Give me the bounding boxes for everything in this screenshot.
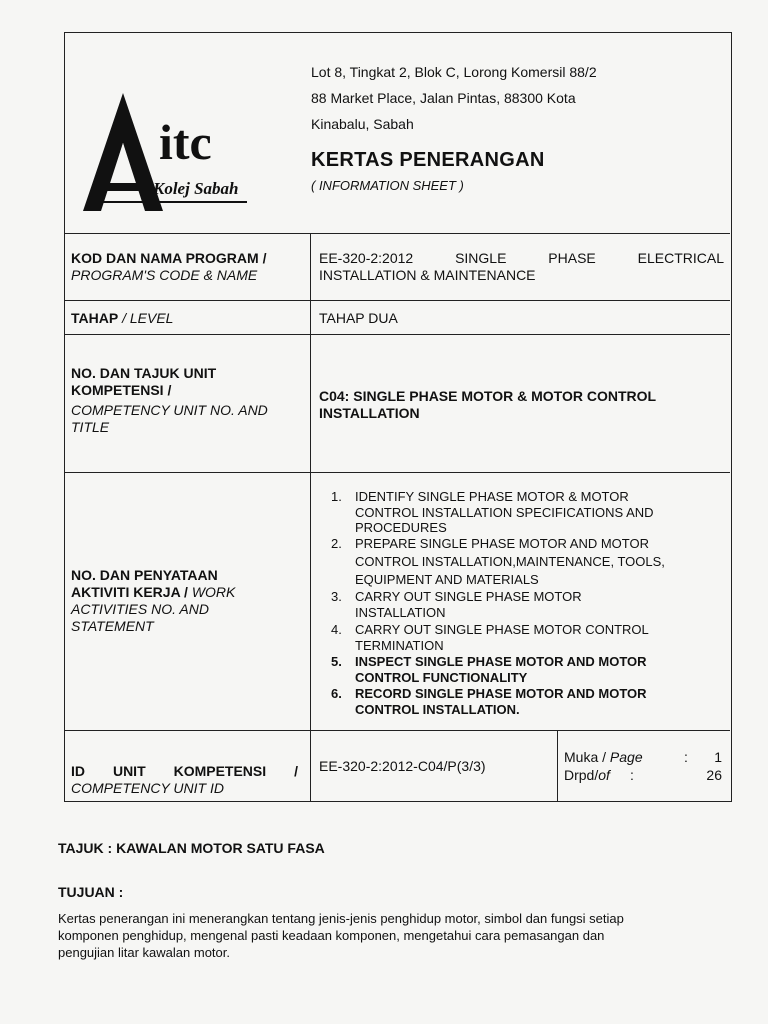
logo-subtitle: Kolej Sabah — [153, 179, 239, 198]
unit-id-label — [65, 731, 311, 801]
level-label — [65, 301, 311, 334]
row-program — [65, 233, 730, 301]
row-level — [65, 301, 730, 335]
of-colon: : — [630, 767, 634, 783]
activity-item: 3. CARRY OUT SINGLE PHASE MOTOR INSTALLATION — [331, 589, 582, 620]
purpose-line: komponen penghidup, mengenal pasti keadaan komponen, mengetahui cara pemasangan dan — [58, 928, 605, 943]
sheet-header — [65, 33, 730, 234]
activities-label — [65, 473, 311, 730]
activities-list — [311, 489, 724, 717]
unit-title-line: C04: SINGLE PHASE MOTOR & MOTOR CONTROL — [319, 388, 657, 404]
activity-item: 1. IDENTIFY SINGLE PHASE MOTOR & MOTOR CONTROL INSTALLATION SPECIFICATIONS AND PROCEDURES — [331, 489, 654, 535]
program-name-line2: INSTALLATION & MAINTENANCE — [319, 267, 536, 283]
unit-value — [311, 335, 730, 472]
purpose-line: pengujian litar kawalan motor. — [58, 945, 230, 960]
unit-id-value: EE-320-2:2012-C04/P(3/3) — [319, 758, 486, 774]
program-label-bold: KOD DAN NAMA PROGRAM / — [71, 250, 267, 266]
purpose-line: Kertas penerangan ini menerangkan tentang jenis-jenis penghidup motor, simbol dan fungsi setiap — [58, 911, 624, 926]
row-work-activities — [65, 473, 730, 731]
activity-item: 2. PREPARE SINGLE PHASE MOTOR AND MOTOR CONTROL INSTALLATION,MAINTENANCE, TOOLS, EQUIPMENT AND MATERIALS — [331, 535, 665, 587]
unit-id-word: ID — [71, 763, 85, 779]
activities-label-italic: STATEMENT — [71, 618, 154, 634]
unit-id-word: UNIT — [112, 763, 146, 779]
level-label-italic: / LEVEL — [118, 310, 174, 326]
unit-label-bold: NO. DAN TAJUK UNIT — [71, 365, 217, 381]
page-number: 1 — [714, 749, 722, 765]
logo-itc-text: itc — [159, 114, 212, 170]
activity-item: 4. CARRY OUT SINGLE PHASE MOTOR CONTROL TERMINATION — [331, 622, 649, 653]
sheet-title: KERTAS PENERANGAN — [311, 149, 545, 171]
address-line: Kinabalu, Sabah — [311, 116, 414, 132]
purpose-paragraph — [58, 910, 698, 961]
unit-label-italic: TITLE — [71, 419, 110, 435]
program-word: SINGLE — [455, 250, 507, 266]
program-value — [311, 233, 730, 300]
total-pages: 26 — [706, 767, 722, 783]
activities-label-bold: AKTIVITI KERJA / — [71, 584, 188, 600]
activities-label-italic: ACTIVITIES NO. AND — [71, 601, 209, 617]
topic-heading: TAJUK : KAWALAN MOTOR SATU FASA — [58, 840, 325, 856]
row-unit-id — [65, 731, 730, 801]
activity-item: 5. INSPECT SINGLE PHASE MOTOR AND MOTOR CONTROL FUNCTIONALITY — [331, 654, 647, 685]
level-label-bold: TAHAP — [71, 310, 119, 326]
unit-id-word: / — [294, 763, 298, 779]
unit-id-label-italic: COMPETENCY UNIT ID — [71, 780, 224, 796]
row-competency-unit — [65, 335, 730, 473]
program-label — [65, 233, 311, 300]
of-label: Drpd/of — [564, 767, 610, 783]
page-colon: : — [684, 749, 688, 765]
level-value: TAHAP DUA — [319, 310, 398, 326]
unit-label-bold: KOMPETENSI / — [71, 382, 172, 398]
address-line: 88 Market Place, Jalan Pintas, 88300 Kota — [311, 90, 576, 106]
program-code: EE-320-2:2012 — [319, 250, 414, 266]
address-block — [311, 59, 597, 137]
unit-id-word: KOMPETENSI — [173, 763, 267, 779]
program-word: PHASE — [548, 250, 596, 266]
unit-label-italic: COMPETENCY UNIT NO. AND — [71, 402, 268, 418]
activities-list-cell — [311, 473, 730, 730]
page-label: Muka / Page — [564, 749, 643, 765]
sheet-subtitle: ( INFORMATION SHEET ) — [311, 178, 464, 193]
activities-label-bold: NO. DAN PENYATAAN — [71, 567, 218, 583]
purpose-heading: TUJUAN : — [58, 884, 124, 900]
program-word: ELECTRICAL — [637, 250, 724, 266]
information-sheet-table — [64, 32, 732, 802]
activities-label-italic: WORK — [187, 584, 236, 600]
unit-label — [65, 335, 311, 472]
activity-item: 6. RECORD SINGLE PHASE MOTOR AND MOTOR CONTROL INSTALLATION. — [331, 686, 647, 717]
unit-title-line: INSTALLATION — [319, 405, 420, 421]
aitc-logo — [73, 83, 263, 213]
address-line: Lot 8, Tingkat 2, Blok C, Lorong Komersil 88/2 — [311, 64, 597, 80]
program-label-italic: PROGRAM'S CODE & NAME — [71, 267, 258, 283]
page-info-cell — [557, 731, 730, 801]
